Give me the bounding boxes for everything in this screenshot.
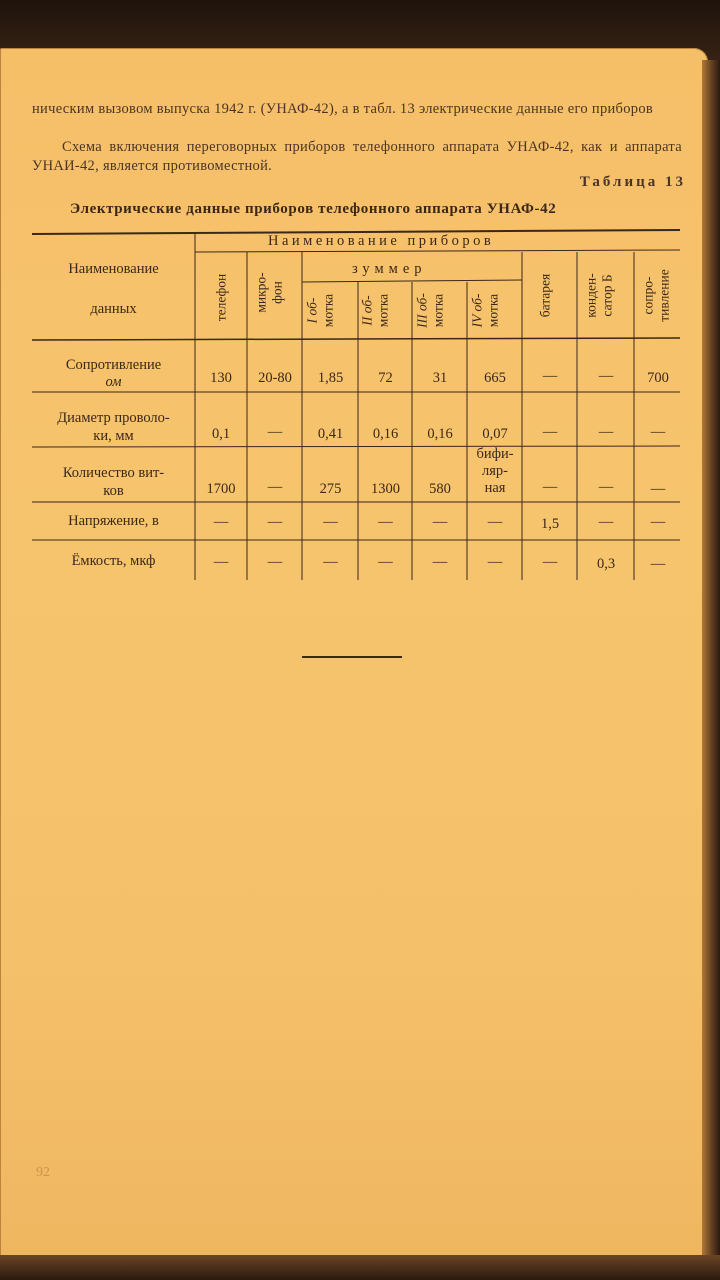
cell-r0-c4: 31 bbox=[432, 370, 448, 386]
cell-r0-c6: — bbox=[542, 368, 558, 384]
cell-r1-c6: — bbox=[542, 424, 558, 440]
row-label-resistance: Сопротивление bbox=[65, 357, 162, 373]
col-winding4-1: IV об- bbox=[469, 293, 485, 328]
cell-r2-c6: — bbox=[542, 479, 558, 495]
cell-r3-c7: — bbox=[598, 514, 614, 530]
col-resistance-2: тивление bbox=[656, 269, 672, 322]
col-battery: батарея bbox=[537, 273, 553, 318]
cell-r4-c3: — bbox=[378, 554, 393, 570]
cell-r4-c7: 0,3 bbox=[596, 556, 616, 572]
col-winding3-1: III об- bbox=[414, 293, 430, 328]
cell-r1-c4: 0,16 bbox=[427, 426, 453, 442]
cell-r3-c0: — bbox=[213, 514, 229, 530]
cell-r1-c3: 0,16 bbox=[372, 426, 399, 442]
cell-r2-c3: 1300 bbox=[371, 481, 400, 497]
cell-r0-c5: 665 bbox=[484, 370, 506, 386]
row-label-turns: Количество вит- bbox=[62, 465, 165, 481]
row-label-capacity: Ёмкость, мкф bbox=[71, 553, 156, 569]
cell-r3-c8: — bbox=[650, 514, 666, 530]
cell-r3-c2: — bbox=[323, 514, 338, 530]
col-winding2-1: II об- bbox=[359, 295, 375, 326]
cell-r1-c0: 0,1 bbox=[211, 426, 231, 442]
cell-r0-c2: 1,85 bbox=[317, 370, 344, 386]
header-rowname-2: данных bbox=[90, 301, 137, 317]
cell-r4-c5: — bbox=[487, 554, 503, 570]
col-microphone-1: микро- bbox=[253, 272, 269, 313]
cell-r0-c3: 72 bbox=[378, 370, 393, 386]
table-title: Электрические данные приборов телефонного аппарата УНАФ-42 bbox=[70, 201, 557, 217]
col-microphone-2: фон bbox=[269, 281, 285, 304]
col-winding2-2: мотка bbox=[375, 293, 391, 328]
header-group: Наименование приборов bbox=[268, 233, 495, 249]
cell-r2-c2: 275 bbox=[319, 481, 342, 497]
col-winding4-2: мотка bbox=[485, 293, 501, 328]
cell-r4-c0: — bbox=[213, 554, 229, 570]
cell-r3-c5: — bbox=[487, 514, 503, 530]
cell-r1-c1: — bbox=[267, 424, 283, 440]
col-winding3-2: мотка bbox=[430, 293, 446, 328]
row-label-diameter: Диаметр проволо- bbox=[57, 410, 170, 426]
row-label-turns-2: ков bbox=[103, 483, 124, 499]
col-winding1-1: I об- bbox=[304, 297, 320, 324]
cell-r0-c1: 20-80 bbox=[258, 370, 292, 386]
row-label-voltage: Напряжение, в bbox=[68, 513, 159, 529]
cell-r3-c4: — bbox=[432, 514, 448, 530]
cell-r4-c4: — bbox=[432, 554, 448, 570]
bottom-shadow bbox=[0, 1255, 720, 1280]
cell-r1-c5: 0,07 bbox=[482, 426, 508, 442]
cell-r3-c3: — bbox=[378, 514, 393, 530]
page-number: 92 bbox=[36, 1165, 50, 1180]
cell-r2-c7: — bbox=[598, 479, 614, 495]
header-buzzer: зуммер bbox=[352, 261, 427, 277]
cell-r4-c6: — bbox=[542, 554, 558, 570]
cell-r1-c2: 0,41 bbox=[317, 426, 344, 442]
col-winding1-2: мотка bbox=[320, 293, 336, 328]
row-label-diameter-2: ки, мм bbox=[93, 428, 134, 444]
col-telephone: телефон bbox=[213, 273, 229, 322]
cell-r2-c0: 1700 bbox=[206, 481, 236, 497]
row-label-resistance-unit: ом bbox=[105, 374, 122, 390]
col-capacitor-2: сатор Б bbox=[599, 274, 615, 317]
paragraph-2: Схема включения переговорных приборов телефонного аппарата УНАФ-42, как и аппарата УНАИ-42, является противоместной. bbox=[32, 139, 682, 174]
cell-r1-c7: — bbox=[598, 424, 614, 440]
cell-r4-c8: — bbox=[650, 556, 666, 572]
cell-r4-c1: — bbox=[267, 554, 283, 570]
cell-r3-c1: — bbox=[267, 514, 283, 530]
table-number: Таблица 13 bbox=[579, 174, 686, 190]
header-rowname-1: Наименование bbox=[68, 261, 159, 277]
cell-r2-c4: 580 bbox=[429, 481, 451, 497]
cell-r0-c7: — bbox=[598, 368, 614, 384]
cell-r0-c0: 130 bbox=[210, 370, 232, 386]
cell-r2-c8: — bbox=[650, 481, 666, 497]
cell-r3-c6: 1,5 bbox=[540, 516, 560, 532]
cell-r0-c8: 700 bbox=[647, 370, 669, 386]
paragraph-1: ническим вызовом выпуска 1942 г. (УНАФ-42), а в табл. 13 электрические данные его приборов bbox=[32, 101, 654, 117]
col-capacitor-1: конден- bbox=[583, 273, 599, 318]
col-resistance-1: сопро- bbox=[640, 276, 656, 315]
separator-rule bbox=[302, 656, 402, 658]
cell-r1-c8: — bbox=[650, 424, 666, 440]
cell-r2-c1: — bbox=[267, 479, 283, 495]
cell-r4-c2: — bbox=[323, 554, 338, 570]
cell-r2-c5: бифи- ляр- ная bbox=[476, 446, 514, 496]
